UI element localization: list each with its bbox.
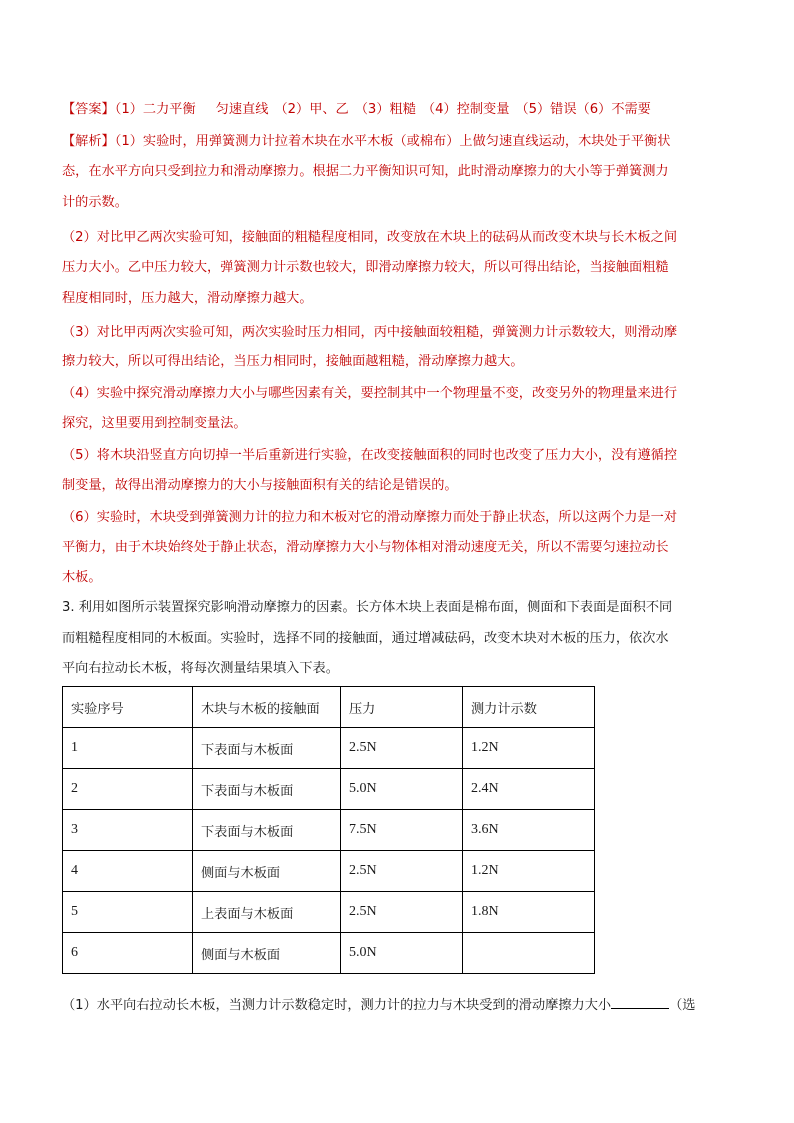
analysis-line: （3）对比甲丙两次实验可知，两次实验时压力相同，丙中接触面较粗糙，弹簧测力计示数较大，则滑动摩 bbox=[62, 325, 678, 340]
answer-item-5: （5）错误 bbox=[515, 102, 577, 117]
answer-line bbox=[62, 100, 734, 120]
table-cell: 1 bbox=[63, 728, 193, 769]
analysis-line: （5）将木块沿竖直方向切掉一半后重新进行实验，在改变接触面积的同时也改变了压力大小，没有遵循控 bbox=[62, 448, 678, 463]
table-cell: 上表面与木板面 bbox=[193, 892, 341, 933]
table-cell: 2.4N bbox=[463, 769, 595, 810]
analysis-line: 制变量，故得出滑动摩擦力的大小与接触面积有关的结论是错误的。 bbox=[62, 478, 458, 493]
table-cell: 2.5N bbox=[341, 728, 463, 769]
analysis-line: 态，在水平方向只受到拉力和滑动摩擦力。根据二力平衡知识可知，此时滑动摩擦力的大小等于弹簧测力 bbox=[62, 164, 669, 179]
table-cell: 7.5N bbox=[341, 810, 463, 851]
table-cell: 侧面与木板面 bbox=[193, 851, 341, 892]
table-row bbox=[63, 728, 595, 769]
analysis-line: （6）实验时，木块受到弹簧测力计的拉力和木板对它的滑动摩擦力而处于静止状态，所以这两个力是一对 bbox=[62, 510, 678, 525]
table-cell: 1.2N bbox=[463, 851, 595, 892]
analysis-line: 程度相同时，压力越大，滑动摩擦力越大。 bbox=[62, 291, 313, 306]
analysis-line: 压力大小。乙中压力较大，弹簧测力计示数也较大，即滑动摩擦力较大，所以可得出结论，当接触面粗糙 bbox=[62, 260, 669, 275]
table-cell: 3 bbox=[63, 810, 193, 851]
question-3-line: 而粗糙程度相同的木板面。实验时，选择不同的接触面，通过增减砝码，改变木块对木板的压力，依次水 bbox=[62, 631, 669, 646]
table-cell: 4 bbox=[63, 851, 193, 892]
table-row bbox=[63, 810, 595, 851]
analysis-line: （2）对比甲乙两次实验可知，接触面的粗糙程度相同，改变放在木块上的砝码从而改变木块与长木板之间 bbox=[62, 230, 678, 245]
table-cell: 2.5N bbox=[341, 851, 463, 892]
analysis-line: 探究，这里要用到控制变量法。 bbox=[62, 416, 247, 431]
answer-item-3: （3）粗糙 bbox=[354, 102, 416, 117]
table-header-row bbox=[63, 687, 595, 728]
analysis-line: 木板。 bbox=[62, 570, 102, 585]
results-table bbox=[62, 686, 595, 974]
question-3-line: 平向右拉动长木板，将每次测量结果填入下表。 bbox=[62, 661, 339, 676]
sub-question-1 bbox=[62, 994, 734, 1016]
answer-item-1: （1）二力平衡 bbox=[114, 102, 196, 117]
table-cell: 5 bbox=[63, 892, 193, 933]
table-header: 测力计示数 bbox=[463, 687, 595, 728]
analysis-line: 计的示数。 bbox=[62, 195, 128, 210]
table-header: 压力 bbox=[341, 687, 463, 728]
answer-item-6: （6）不需要 bbox=[576, 102, 651, 117]
analysis-line: 平衡力，由于木块始终处于静止状态，滑动摩擦力大小与物体相对滑动速度无关，所以不需要匀速拉动长 bbox=[62, 540, 669, 555]
table-cell: 下表面与木板面 bbox=[193, 810, 341, 851]
table-cell: 2.5N bbox=[341, 892, 463, 933]
answer-item-1b: 匀速直线 bbox=[215, 102, 269, 117]
table-cell: 1.8N bbox=[463, 892, 595, 933]
table-cell: 下表面与木板面 bbox=[193, 769, 341, 810]
answer-label: 【答案】 bbox=[62, 102, 115, 117]
table-cell: 下表面与木板面 bbox=[193, 728, 341, 769]
table-header: 实验序号 bbox=[63, 687, 193, 728]
table-cell: 侧面与木板面 bbox=[193, 933, 341, 974]
answer-blank[interactable] bbox=[611, 994, 669, 1009]
table-cell: 3.6N bbox=[463, 810, 595, 851]
table-cell: 6 bbox=[63, 933, 193, 974]
question-3-line: 3. 利用如图所示装置探究影响滑动摩擦力的因素。长方体木块上表面是棉布面，侧面和下表面是面积不同 bbox=[62, 600, 673, 615]
answer-item-4: （4）控制变量 bbox=[421, 102, 510, 117]
sub-question-1-suffix: （选 bbox=[669, 998, 696, 1013]
table-row bbox=[63, 851, 595, 892]
analysis-line: 【解析】（1）实验时，用弹簧测力计拉着木块在水平木板（或棉布）上做匀速直线运动，木块处于平衡状 bbox=[62, 134, 671, 149]
analysis-line: （4）实验中探究滑动摩擦力大小与哪些因素有关，要控制其中一个物理量不变，改变另外的物理量来进行 bbox=[62, 386, 678, 401]
sub-question-1-text: （1）水平向右拉动长木板，当测力计示数稳定时，测力计的拉力与木块受到的滑动摩擦力大小 bbox=[62, 998, 612, 1013]
answer-item-2: （2）甲、乙 bbox=[274, 102, 349, 117]
table-cell: 1.2N bbox=[463, 728, 595, 769]
table-cell-empty bbox=[463, 933, 595, 974]
table-row bbox=[63, 933, 595, 974]
analysis-label: 【解析】 bbox=[62, 134, 115, 149]
analysis-line: 擦力较大，所以可得出结论，当压力相同时，接触面越粗糙，滑动摩擦力越大。 bbox=[62, 354, 524, 369]
table-row bbox=[63, 892, 595, 933]
table-header: 木块与木板的接触面 bbox=[193, 687, 341, 728]
table-cell: 2 bbox=[63, 769, 193, 810]
table-cell: 5.0N bbox=[341, 769, 463, 810]
table-row bbox=[63, 769, 595, 810]
table-cell: 5.0N bbox=[341, 933, 463, 974]
